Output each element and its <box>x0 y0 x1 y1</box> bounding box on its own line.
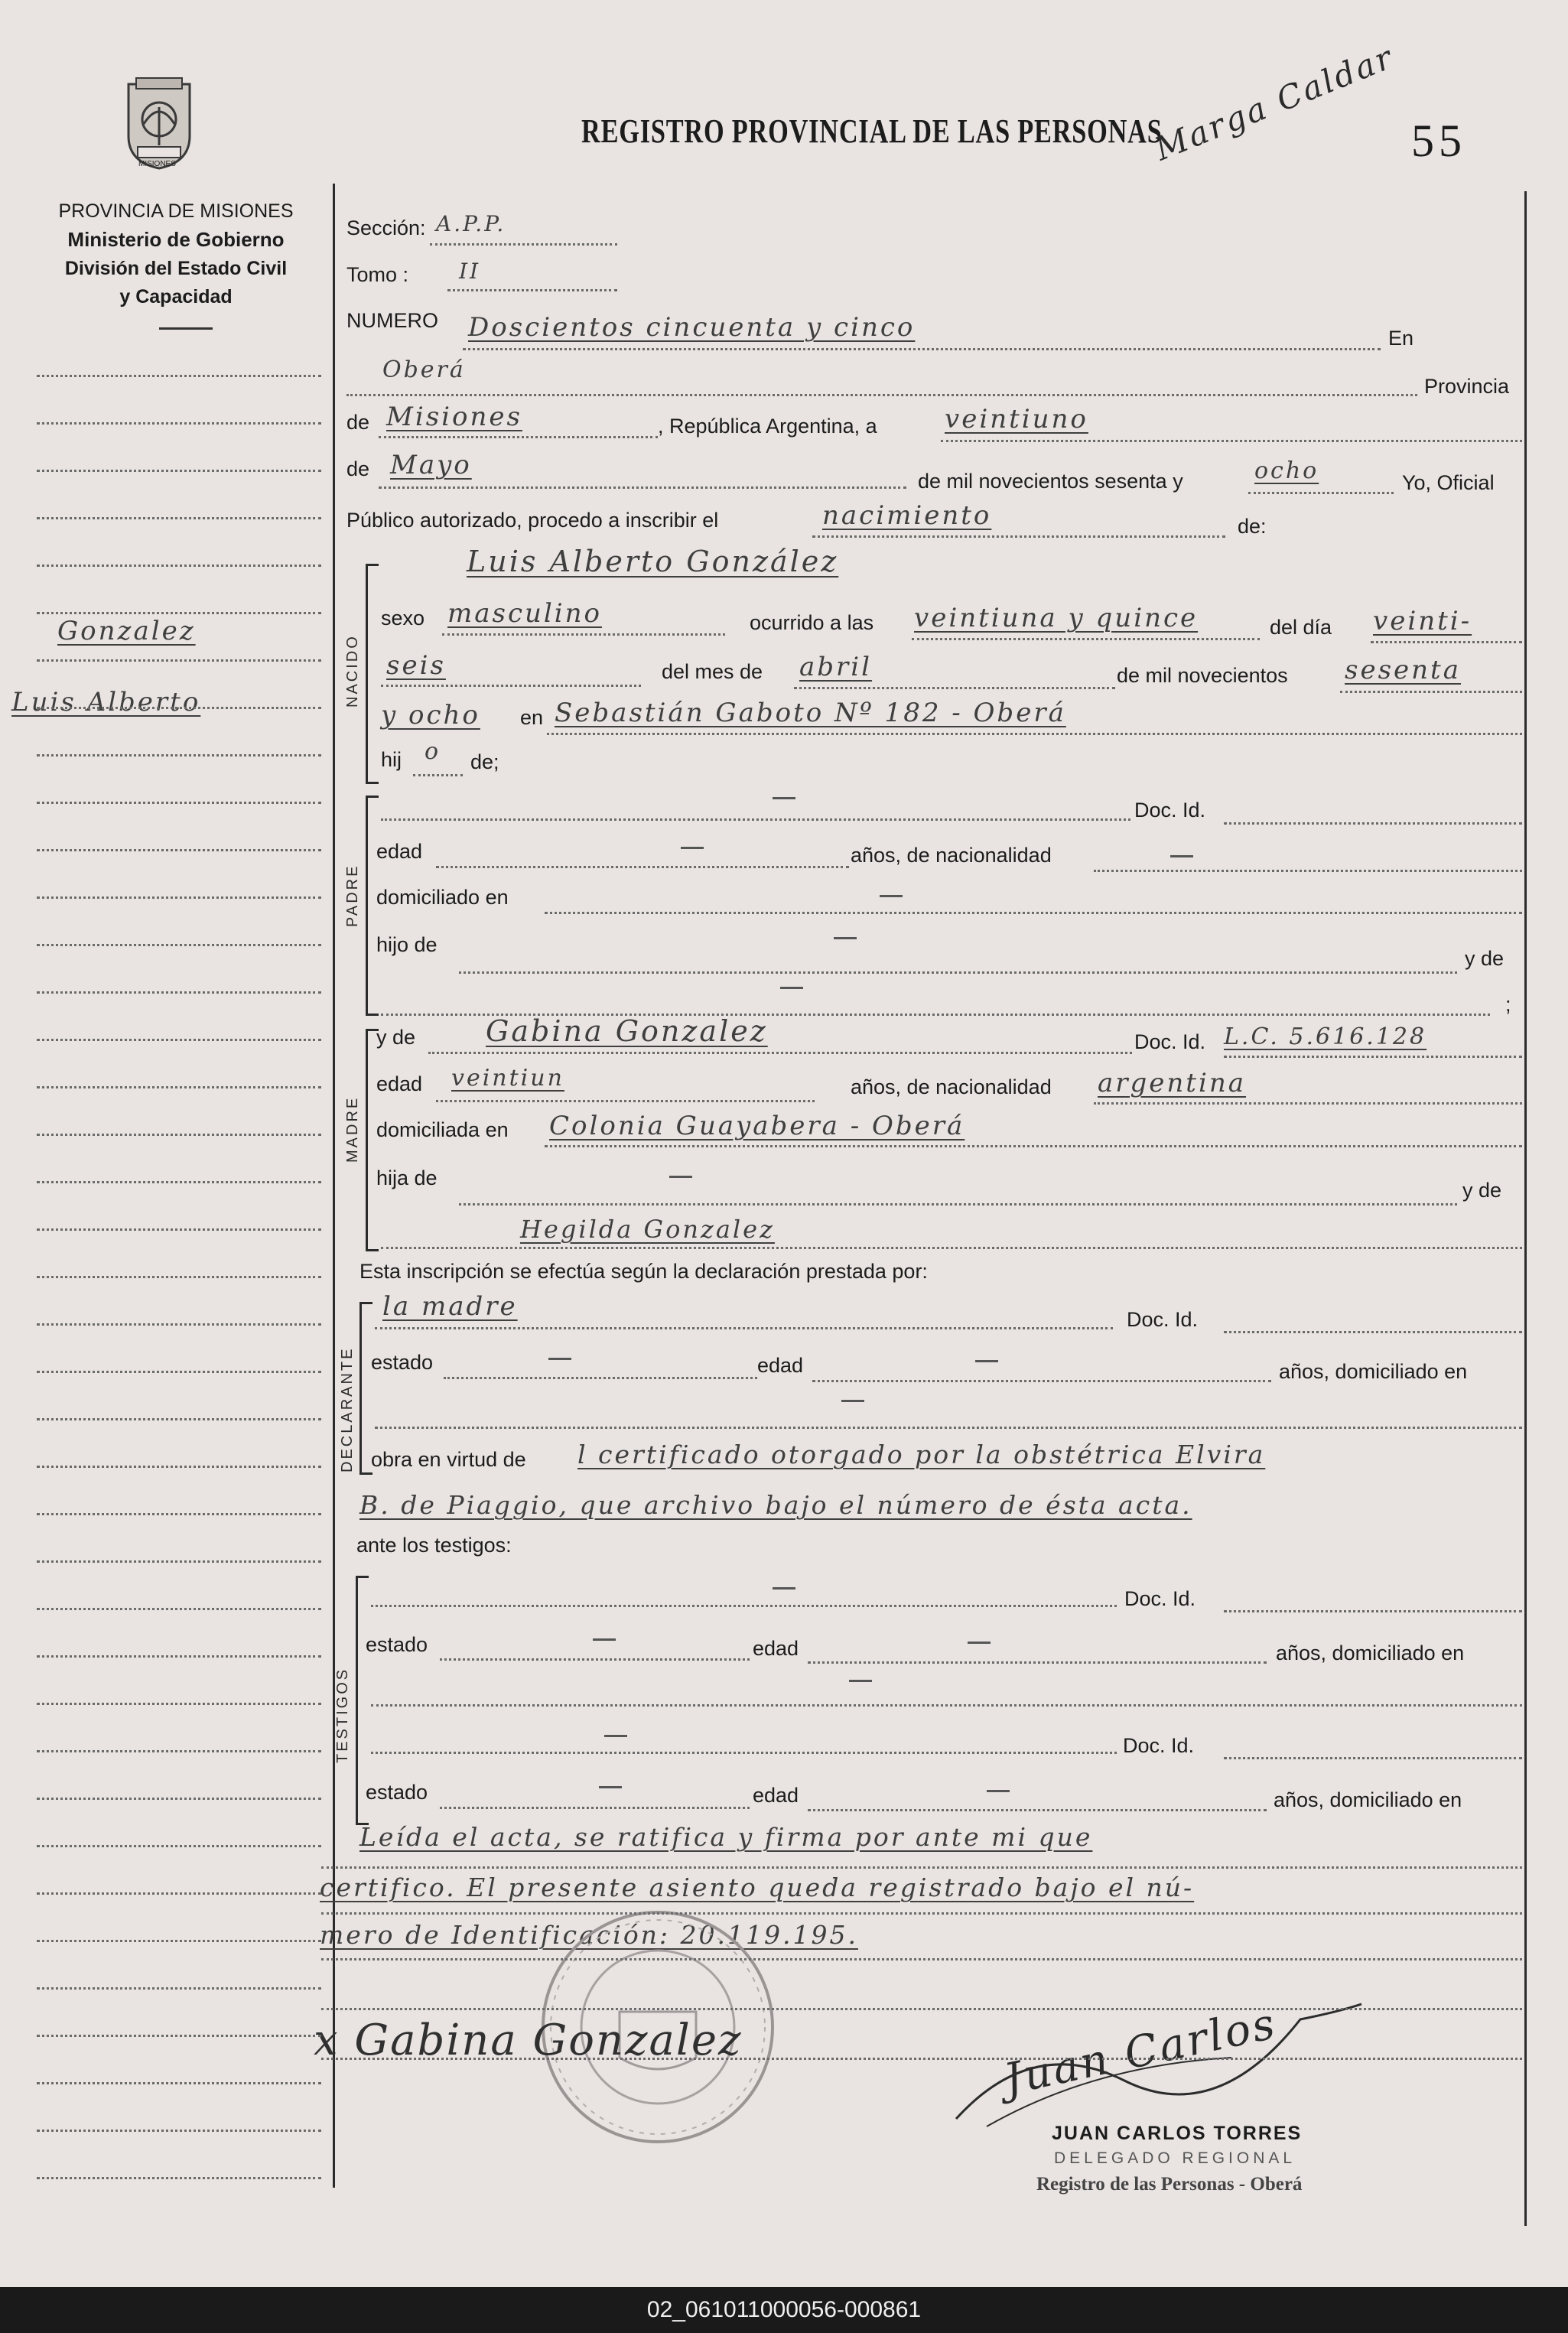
padre-domicilio-line <box>545 912 1522 914</box>
margin-ruled-line <box>37 1608 321 1610</box>
testigo1-domicilio-line <box>371 1704 1522 1707</box>
declarante-edad-dash <box>975 1360 998 1362</box>
margin-ruled-line <box>37 1798 321 1800</box>
margin-ruled-line <box>37 707 321 709</box>
declarante-name-line <box>375 1327 1113 1329</box>
closing-ruled-line <box>321 2058 1522 2060</box>
hora-value: veintiuna y quince <box>914 603 1199 633</box>
testigo2-doc-label: Doc. Id. <box>1123 1734 1195 1757</box>
tomo-value: II <box>459 259 481 284</box>
ministry-name: Ministerio de Gobierno <box>67 228 285 251</box>
testigos-section-label: TESTIGOS <box>334 1667 351 1763</box>
madre-hija-de-dash <box>669 1176 692 1178</box>
declarante-edad-line <box>812 1380 1271 1382</box>
city-line <box>346 394 1417 396</box>
margin-ruled-line <box>37 1323 321 1326</box>
obra-label: obra en virtud de <box>371 1448 526 1471</box>
madre-edad-value: veintiun <box>451 1065 564 1092</box>
madre-edad-label: edad <box>376 1072 423 1095</box>
closing-line-2: certifico. El presente asiento queda registrado bajo el nú- <box>320 1873 1195 1902</box>
day-line <box>941 440 1522 442</box>
right-form-border <box>1524 191 1527 2226</box>
padre-name-dash <box>773 797 795 799</box>
declarante-domiciliado-label: años, domiciliado en <box>1279 1360 1468 1383</box>
padre-edad-line <box>436 866 849 868</box>
page-number: 55 <box>1411 116 1466 166</box>
margin-ruled-line <box>37 1228 321 1231</box>
declarante-domicilio-line <box>375 1427 1522 1429</box>
declarante-doc-label: Doc. Id. <box>1127 1308 1199 1331</box>
padre-madre-dash <box>780 987 803 989</box>
margin-ruled-line <box>37 612 321 614</box>
margin-ruled-line <box>37 754 321 757</box>
day-value: veintiuno <box>945 404 1088 434</box>
dia-line-2 <box>381 685 641 687</box>
padre-hijo-de-line <box>459 971 1457 974</box>
madre-name-value: Gabina Gonzalez <box>486 1014 768 1048</box>
closing-ruled-line <box>321 1866 1522 1869</box>
testigo2-name-dash <box>604 1735 627 1737</box>
ocurrido-label: ocurrido a las <box>750 611 874 634</box>
mes-value: abril <box>799 652 873 682</box>
margin-ruled-line <box>37 2177 321 2179</box>
testigo1-domicilio-dash <box>849 1680 872 1682</box>
margin-ruled-line <box>37 517 321 519</box>
city-value: Oberá <box>382 356 466 383</box>
mes-line <box>794 687 1115 689</box>
declarante-section-label: DECLARANTE <box>339 1346 356 1472</box>
testigo1-doc-line <box>1224 1610 1522 1612</box>
declarante-estado-line <box>444 1377 757 1379</box>
margin-ruled-line <box>37 565 321 567</box>
testigo2-estado-dash <box>599 1786 622 1788</box>
declarante-doc-line <box>1224 1331 1522 1333</box>
padre-y-de-label: y de <box>1465 947 1505 970</box>
madre-doc-value: L.C. 5.616.128 <box>1224 1023 1427 1050</box>
declarante-estado-dash <box>548 1358 571 1360</box>
testigo2-edad-dash <box>987 1790 1010 1792</box>
margin-ruled-line <box>37 1892 321 1895</box>
tomo-label: Tomo : <box>346 263 409 286</box>
year-label: de mil novecientos sesenta y <box>918 470 1183 493</box>
de-province-label: de <box>346 411 370 434</box>
padre-nacionalidad-line <box>1094 870 1522 872</box>
padre-nacionalidad-dash <box>1170 855 1193 857</box>
margin-ruled-line <box>37 2082 321 2084</box>
sexo-label: sexo <box>381 607 425 630</box>
del-dia-label: del día <box>1270 616 1332 639</box>
testigo1-edad-line <box>808 1661 1267 1664</box>
madre-domicilio-label: domiciliada en <box>376 1118 509 1141</box>
testigo1-estado-line <box>440 1658 750 1661</box>
oficial-label: Yo, Oficial <box>1402 471 1495 494</box>
nacido-bracket <box>366 564 379 784</box>
margin-ruled-line <box>37 1845 321 1847</box>
madre-y-de-label: y de <box>376 1026 416 1049</box>
declarant-signature: x Gabina Gonzalez <box>314 2016 743 2065</box>
madre-name-line <box>428 1052 1132 1054</box>
numero-label: NUMERO <box>346 309 438 332</box>
madre-domicilio-value: Colonia Guayabera - Oberá <box>549 1111 965 1141</box>
testigos-intro-label: ante los testigos: <box>356 1534 512 1557</box>
event-line <box>812 535 1225 538</box>
de-colon-label: de: <box>1238 515 1267 538</box>
testigo1-domiciliado-label: años, domiciliado en <box>1276 1642 1465 1664</box>
padre-doc-label: Doc. Id. <box>1134 799 1206 822</box>
closing-ruled-line <box>321 1958 1522 1960</box>
declarante-edad-label: edad <box>757 1354 804 1377</box>
en-lugar-label: en <box>520 706 544 729</box>
madre-hija-de-line <box>459 1203 1457 1206</box>
seccion-label: Sección: <box>346 216 426 239</box>
sexo-line <box>442 633 725 636</box>
mil-label: de mil novecientos <box>1117 664 1288 687</box>
madre-y-de-label-2: y de <box>1462 1179 1502 1202</box>
child-name: Luis Alberto González <box>467 545 839 578</box>
margin-ruled-line <box>37 1750 321 1752</box>
padre-hijo-de-label: hijo de <box>376 933 438 956</box>
lugar-line <box>547 733 1522 735</box>
republica-label: , República Argentina, a <box>658 415 877 438</box>
testigo2-estado-line <box>440 1807 750 1809</box>
hijo-label: hij <box>381 748 402 771</box>
padre-doc-line <box>1224 822 1522 825</box>
year-value: ocho <box>1254 457 1319 484</box>
margin-ruled-line <box>37 422 321 425</box>
margin-ruled-line <box>37 1181 321 1183</box>
margin-ruled-line <box>37 1940 321 1942</box>
margin-ruled-line <box>37 944 321 946</box>
madre-abuela-value: Hegilda Gonzalez <box>520 1215 775 1244</box>
obra-value-1: l certificado otorgado por la obstétrica Elvira <box>577 1440 1266 1469</box>
testigo2-edad-line <box>808 1809 1267 1811</box>
margin-ruled-line <box>37 1039 321 1041</box>
anio-value-1: sesenta <box>1345 655 1461 685</box>
closing-line-3: mero de Identificación: 20.119.195. <box>320 1920 858 1950</box>
closing-ruled-line <box>321 2008 1522 2010</box>
padre-edad-dash <box>681 847 704 849</box>
provincia-label: Provincia <box>1424 375 1510 398</box>
madre-doc-line <box>1224 1056 1522 1058</box>
numero-line <box>463 348 1381 350</box>
official-handwritten-signature: Juan Carlos <box>1000 1999 1281 2105</box>
margin-ruled-line <box>37 1276 321 1278</box>
testigo2-estado-label: estado <box>366 1781 428 1804</box>
de-month-label: de <box>346 457 370 480</box>
margin-ruled-line <box>37 1086 321 1088</box>
padre-section-label: PADRE <box>344 864 361 927</box>
official-office: Registro de las Personas - Oberá <box>1036 2174 1303 2195</box>
margin-ruled-line <box>37 1703 321 1705</box>
testigo2-name-line <box>371 1752 1117 1754</box>
padre-domicilio-label: domiciliado en <box>376 886 509 909</box>
margin-ruled-line <box>37 1987 321 1990</box>
madre-nacionalidad-line <box>1094 1102 1522 1105</box>
publico-label: Público autorizado, procedo a inscribir el <box>346 509 719 532</box>
margin-ruled-line <box>37 896 321 899</box>
page-title: REGISTRO PROVINCIAL DE LAS PERSONAS <box>581 112 1163 150</box>
official-name: JUAN CARLOS TORRES <box>1052 2123 1303 2144</box>
margin-ruled-line <box>37 849 321 851</box>
declarante-value: la madre <box>382 1291 518 1322</box>
month-value: Mayo <box>390 450 472 480</box>
madre-doc-label: Doc. Id. <box>1134 1030 1206 1053</box>
file-id-footer: 02_061011000056-000861 <box>0 2287 1568 2333</box>
numero-value: Doscientos cincuenta y cinco <box>468 312 916 343</box>
hijo-line <box>413 774 463 776</box>
seccion-line <box>430 243 617 246</box>
margin-ruled-line <box>37 659 321 662</box>
testigo1-edad-label: edad <box>753 1637 799 1660</box>
division-line-1: División del Estado Civil <box>64 258 288 279</box>
del-mes-label: del mes de <box>662 660 763 683</box>
padre-nacionalidad-label: años, de nacionalidad <box>851 844 1052 867</box>
event-value: nacimiento <box>822 500 992 531</box>
testigo1-edad-dash <box>968 1642 991 1644</box>
dia-value-1: veinti- <box>1373 606 1472 636</box>
testigo2-doc-line <box>1224 1757 1522 1759</box>
official-signature-stroke <box>941 1989 1369 2142</box>
testigo1-doc-label: Doc. Id. <box>1124 1587 1196 1610</box>
testigo1-estado-label: estado <box>366 1633 428 1656</box>
declaracion-intro: Esta inscripción se efectúa según la declaración prestada por: <box>359 1260 928 1283</box>
testigo2-edad-label: edad <box>753 1784 799 1807</box>
province-value: Misiones <box>386 402 522 432</box>
province-seal <box>122 76 196 171</box>
dia-value-2: seis <box>386 650 446 681</box>
margin-ruled-line <box>37 2130 321 2132</box>
closing-ruled-line <box>321 1912 1522 1915</box>
margin-ruled-line <box>37 375 321 377</box>
dia-line <box>1371 641 1522 643</box>
margin-ruled-line <box>37 470 321 472</box>
testigo2-domiciliado-label: años, domiciliado en <box>1274 1788 1462 1811</box>
nacido-section-label: NACIDO <box>344 634 361 708</box>
testigo1-name-line <box>371 1605 1117 1607</box>
header-rule <box>159 327 213 330</box>
obra-value-2: B. de Piaggio, que archivo bajo el número de ésta acta. <box>359 1490 1192 1520</box>
madre-section-label: MADRE <box>344 1095 361 1163</box>
margin-ruled-line <box>37 1560 321 1563</box>
en-label: En <box>1388 327 1414 350</box>
testigo1-estado-dash <box>593 1638 616 1641</box>
official-top-signature: Marga Caldar <box>1149 37 1400 168</box>
madre-hija-de-label: hija de <box>376 1166 438 1189</box>
declarante-domicilio-dash <box>841 1400 864 1402</box>
margin-ruled-line <box>37 991 321 994</box>
closing-line-1: Leída el acta, se ratifica y firma por ante mi que <box>359 1822 1093 1852</box>
madre-edad-line <box>436 1100 815 1102</box>
year-line <box>1248 492 1394 494</box>
margin-ruled-line <box>37 802 321 804</box>
anio-value-2: y ocho <box>381 700 480 730</box>
padre-name-line <box>381 818 1130 821</box>
margin-ruled-line <box>37 1655 321 1658</box>
margin-ruled-line <box>37 1371 321 1373</box>
anio-line <box>1340 691 1522 693</box>
padre-edad-label: edad <box>376 840 423 863</box>
month-line <box>379 486 906 489</box>
hijo-value: o <box>425 738 441 765</box>
testigo1-name-dash <box>773 1587 795 1589</box>
tomo-line <box>447 289 617 291</box>
madre-abuela-line <box>381 1247 1522 1249</box>
hora-line <box>912 638 1260 640</box>
lugar-value: Sebastián Gaboto Nº 182 - Oberá <box>555 698 1066 728</box>
declarante-estado-label: estado <box>371 1351 434 1374</box>
province-line <box>379 436 658 438</box>
margin-ruled-line <box>37 1513 321 1515</box>
official-title: DELEGADO REGIONAL <box>1054 2149 1296 2167</box>
margin-ruled-line <box>37 1466 321 1468</box>
padre-domicilio-dash <box>880 895 903 897</box>
madre-domicilio-line <box>545 1145 1522 1147</box>
margin-ruled-line <box>37 1134 321 1136</box>
padre-hijo-de-dash <box>834 937 857 939</box>
madre-nacionalidad-value: argentina <box>1098 1068 1247 1098</box>
seal-caption: MISIONES <box>138 160 176 168</box>
province-name: PROVINCIA DE MISIONES <box>58 200 294 222</box>
madre-nacionalidad-label: años, de nacionalidad <box>851 1075 1052 1098</box>
margin-surname: Gonzalez <box>57 616 196 646</box>
seccion-value: A.P.P. <box>436 211 506 236</box>
padre-semicolon: ; <box>1505 993 1511 1016</box>
margin-ruled-line <box>37 2035 321 2037</box>
hijo-de-label: de; <box>470 750 499 773</box>
division-line-2: y Capacidad <box>119 286 233 307</box>
sexo-value: masculino <box>447 598 603 629</box>
margin-ruled-line <box>37 1418 321 1420</box>
margin-given-names: Luis Alberto <box>11 687 201 717</box>
